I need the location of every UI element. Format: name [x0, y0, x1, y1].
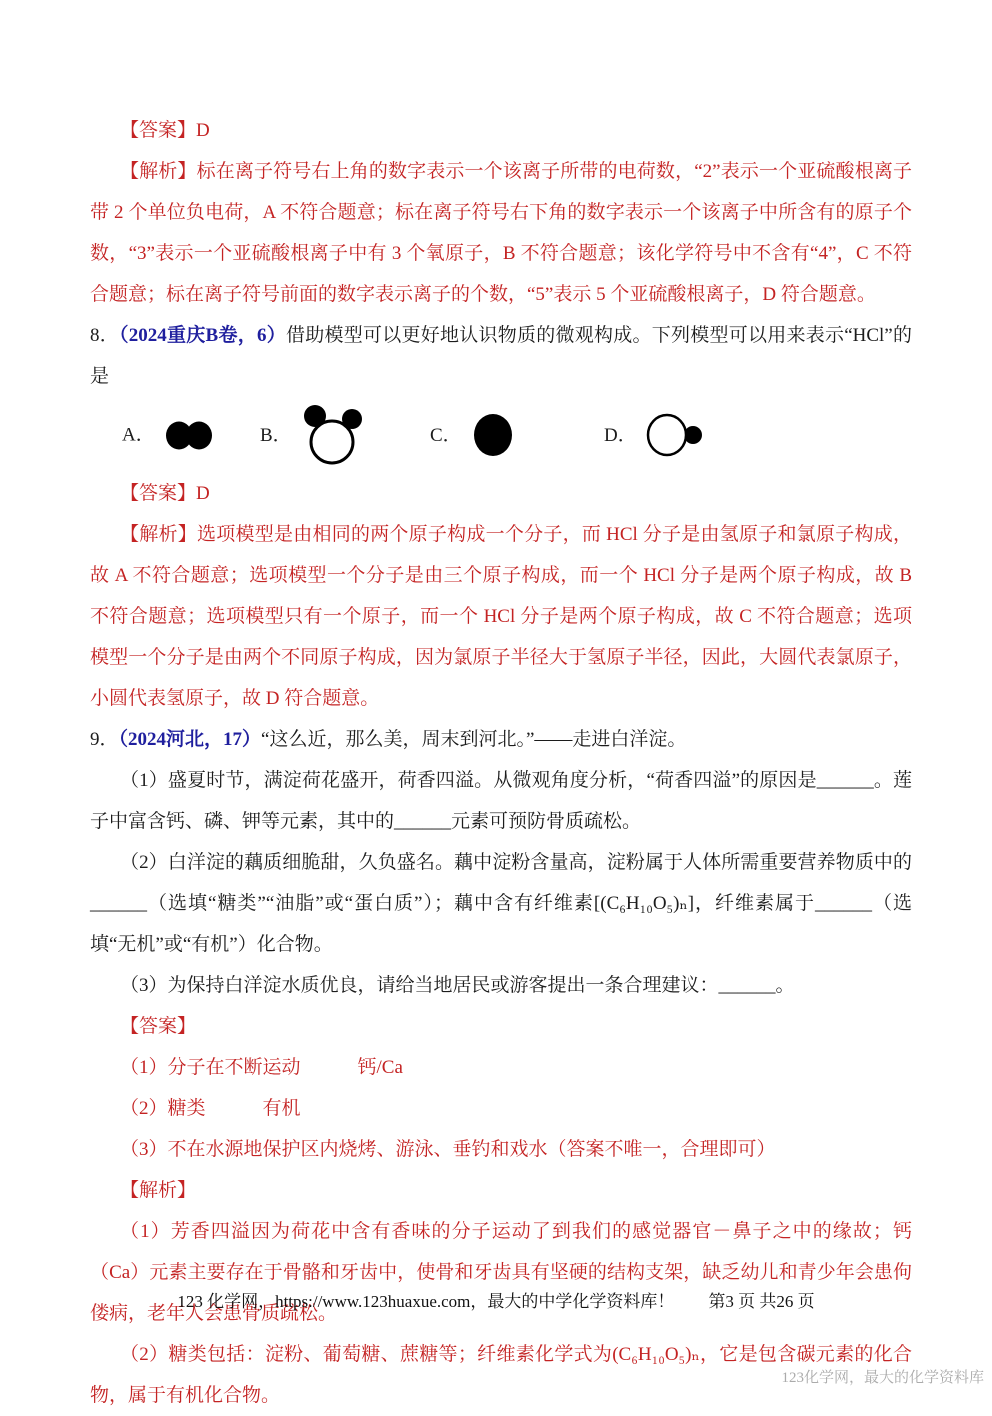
q9-answer-item-2: （2）糖类 有机 [120, 1098, 301, 1119]
q8-analysis-text: 选项模型是由相同的两个原子构成一个分子，而 HCl 分子是由氢原子和氯原子构成，故 A 不符合题意；选项模型一个分子是由三个原子构成，而一个 HCl 分子是两个原子构成，故 B 不符合题意；选项模型只有一个原子，而一个 HCl 分子是两个原子构成，故 C 不符合题意；选项模型一个分子是由两个不同原子构成，因为氯原子半径大于氢原子半径，因此，大圆代表氯原子，小圆代表氢原子，故 D 符合题意。 [90, 524, 912, 709]
q9-part1-paragraph: （1）盛夏时节，满淀荷花盛开，荷香四溢。从微观角度分析，“荷香四溢”的原因是______。莲子中富含钙、磷、钾等元素，其中的______元素可预防骨质疏松。 [90, 770, 912, 832]
q8-source-citation: （2024重庆B卷，6） [119, 325, 286, 346]
q8-option-a [122, 415, 214, 456]
q8-stem-paragraph [90, 315, 912, 397]
molecule-model-three-atoms-icon [301, 403, 365, 467]
molecule-model-single-atom-icon [471, 412, 515, 458]
q8-option-a-label: A． [122, 424, 155, 446]
footer-site-text: 123 化学网，https://www.123huaxue.com，最大的中学化学资料库！ [177, 1292, 675, 1311]
analysis-label: 【解析】 [120, 524, 197, 545]
q7-answer-line [90, 110, 912, 151]
q9-analysis-label-line: 【解析】 [120, 1180, 197, 1201]
q8-answer-line [90, 473, 912, 514]
document-page-content [90, 110, 912, 1416]
q8-option-b-label: B． [260, 424, 292, 446]
analysis-label: 【解析】 [120, 161, 197, 182]
q9-stem-paragraph [90, 719, 912, 760]
q9-part2-paragraph: （2）白洋淀的藕质细脆甜，久负盛名。藕中淀粉含量高，淀粉属于人体所需重要营养物质中的______（选填“糖类”“油脂”或“蛋白质”）；藕中含有纤维素[(C₆H₁₀O₅)ₙ]，纤维素属于______（选填“无机”或“有机”）化合物。 [90, 852, 912, 955]
q9-number: 9． [90, 729, 119, 750]
q9-analysis-paragraph-1: （1）芳香四溢因为荷花中含有香味的分子运动了到我们的感觉器官－鼻子之中的缘故；钙（Ca）元素主要存在于骨骼和牙齿中，使骨和牙齿具有坚硬的结构支架，缺乏幼儿和青少年会患佝偻病，老年人会患骨质疏松。 [90, 1221, 912, 1324]
watermark-text: 123化学网，最大的化学资料库 [781, 1370, 984, 1386]
q8-option-c [430, 412, 515, 458]
q9-stem-text: “这么近，那么美，周末到河北。”——走进白洋淀。 [261, 729, 687, 750]
page-footer [0, 1290, 992, 1314]
answer-label: 【答案】 [120, 483, 197, 504]
q9-answer-label-line: 【答案】 [120, 1016, 197, 1037]
q8-stem-text: 借助模型可以更好地认识物质的微观构成。下列模型可以用来表示“HCl”的是 [90, 325, 912, 387]
q8-analysis-paragraph [90, 514, 912, 719]
q9-analysis-paragraph-2: （2）糖类包括：淀粉、葡萄糖、蔗糖等；纤维素化学式为(C₆H₁₀O₅)ₙ，它是包含碳元素的化合物，属于有机化合物。 [90, 1344, 912, 1406]
q9-answer-item-1: （1）分子在不断运动 钙/Ca [120, 1057, 403, 1078]
q9-source-citation: （2024河北，17） [118, 729, 262, 750]
q7-answer-value: D [196, 120, 210, 141]
q9-part3-paragraph: （3）为保持白洋淀水质优良，请给当地居民或游客提出一条合理建议：______。 [120, 975, 795, 996]
q8-option-b [260, 403, 365, 467]
q7-analysis-text: 标在离子符号右上角的数字表示一个该离子所带的电荷数，“2”表示一个亚硫酸根离子带 2 个单位负电荷，A 不符合题意；标在离子符号右下角的数字表示一个该离子中所含有的原子个数，“3”表示一个亚硫酸根离子中有 3 个氧原子，B 不符合题意；该化学符号中不含有“4”，C 不符合题意；标在离子符号前面的数字表示离子的个数，“5”表示 5 个亚硫酸根离子，D 符合题意。 [90, 161, 912, 305]
q8-number: 8． [90, 325, 120, 346]
q7-analysis-paragraph [90, 151, 912, 315]
answer-label: 【答案】 [120, 120, 197, 141]
footer-page-number: 第3 页 共26 页 [708, 1292, 815, 1311]
molecule-model-two-different-atoms-icon [646, 413, 704, 457]
q8-option-d-label: D． [604, 424, 637, 446]
q8-option-c-label: C． [430, 424, 462, 446]
q8-answer-value: D [196, 483, 210, 504]
q9-answer-item-3: （3）不在水源地保护区内烧烤、游泳、垂钓和戏水（答案不唯一，合理即可） [120, 1139, 776, 1160]
molecule-model-two-same-atoms-icon [164, 419, 214, 451]
q8-options-row [90, 397, 912, 473]
q8-option-d [604, 413, 704, 457]
